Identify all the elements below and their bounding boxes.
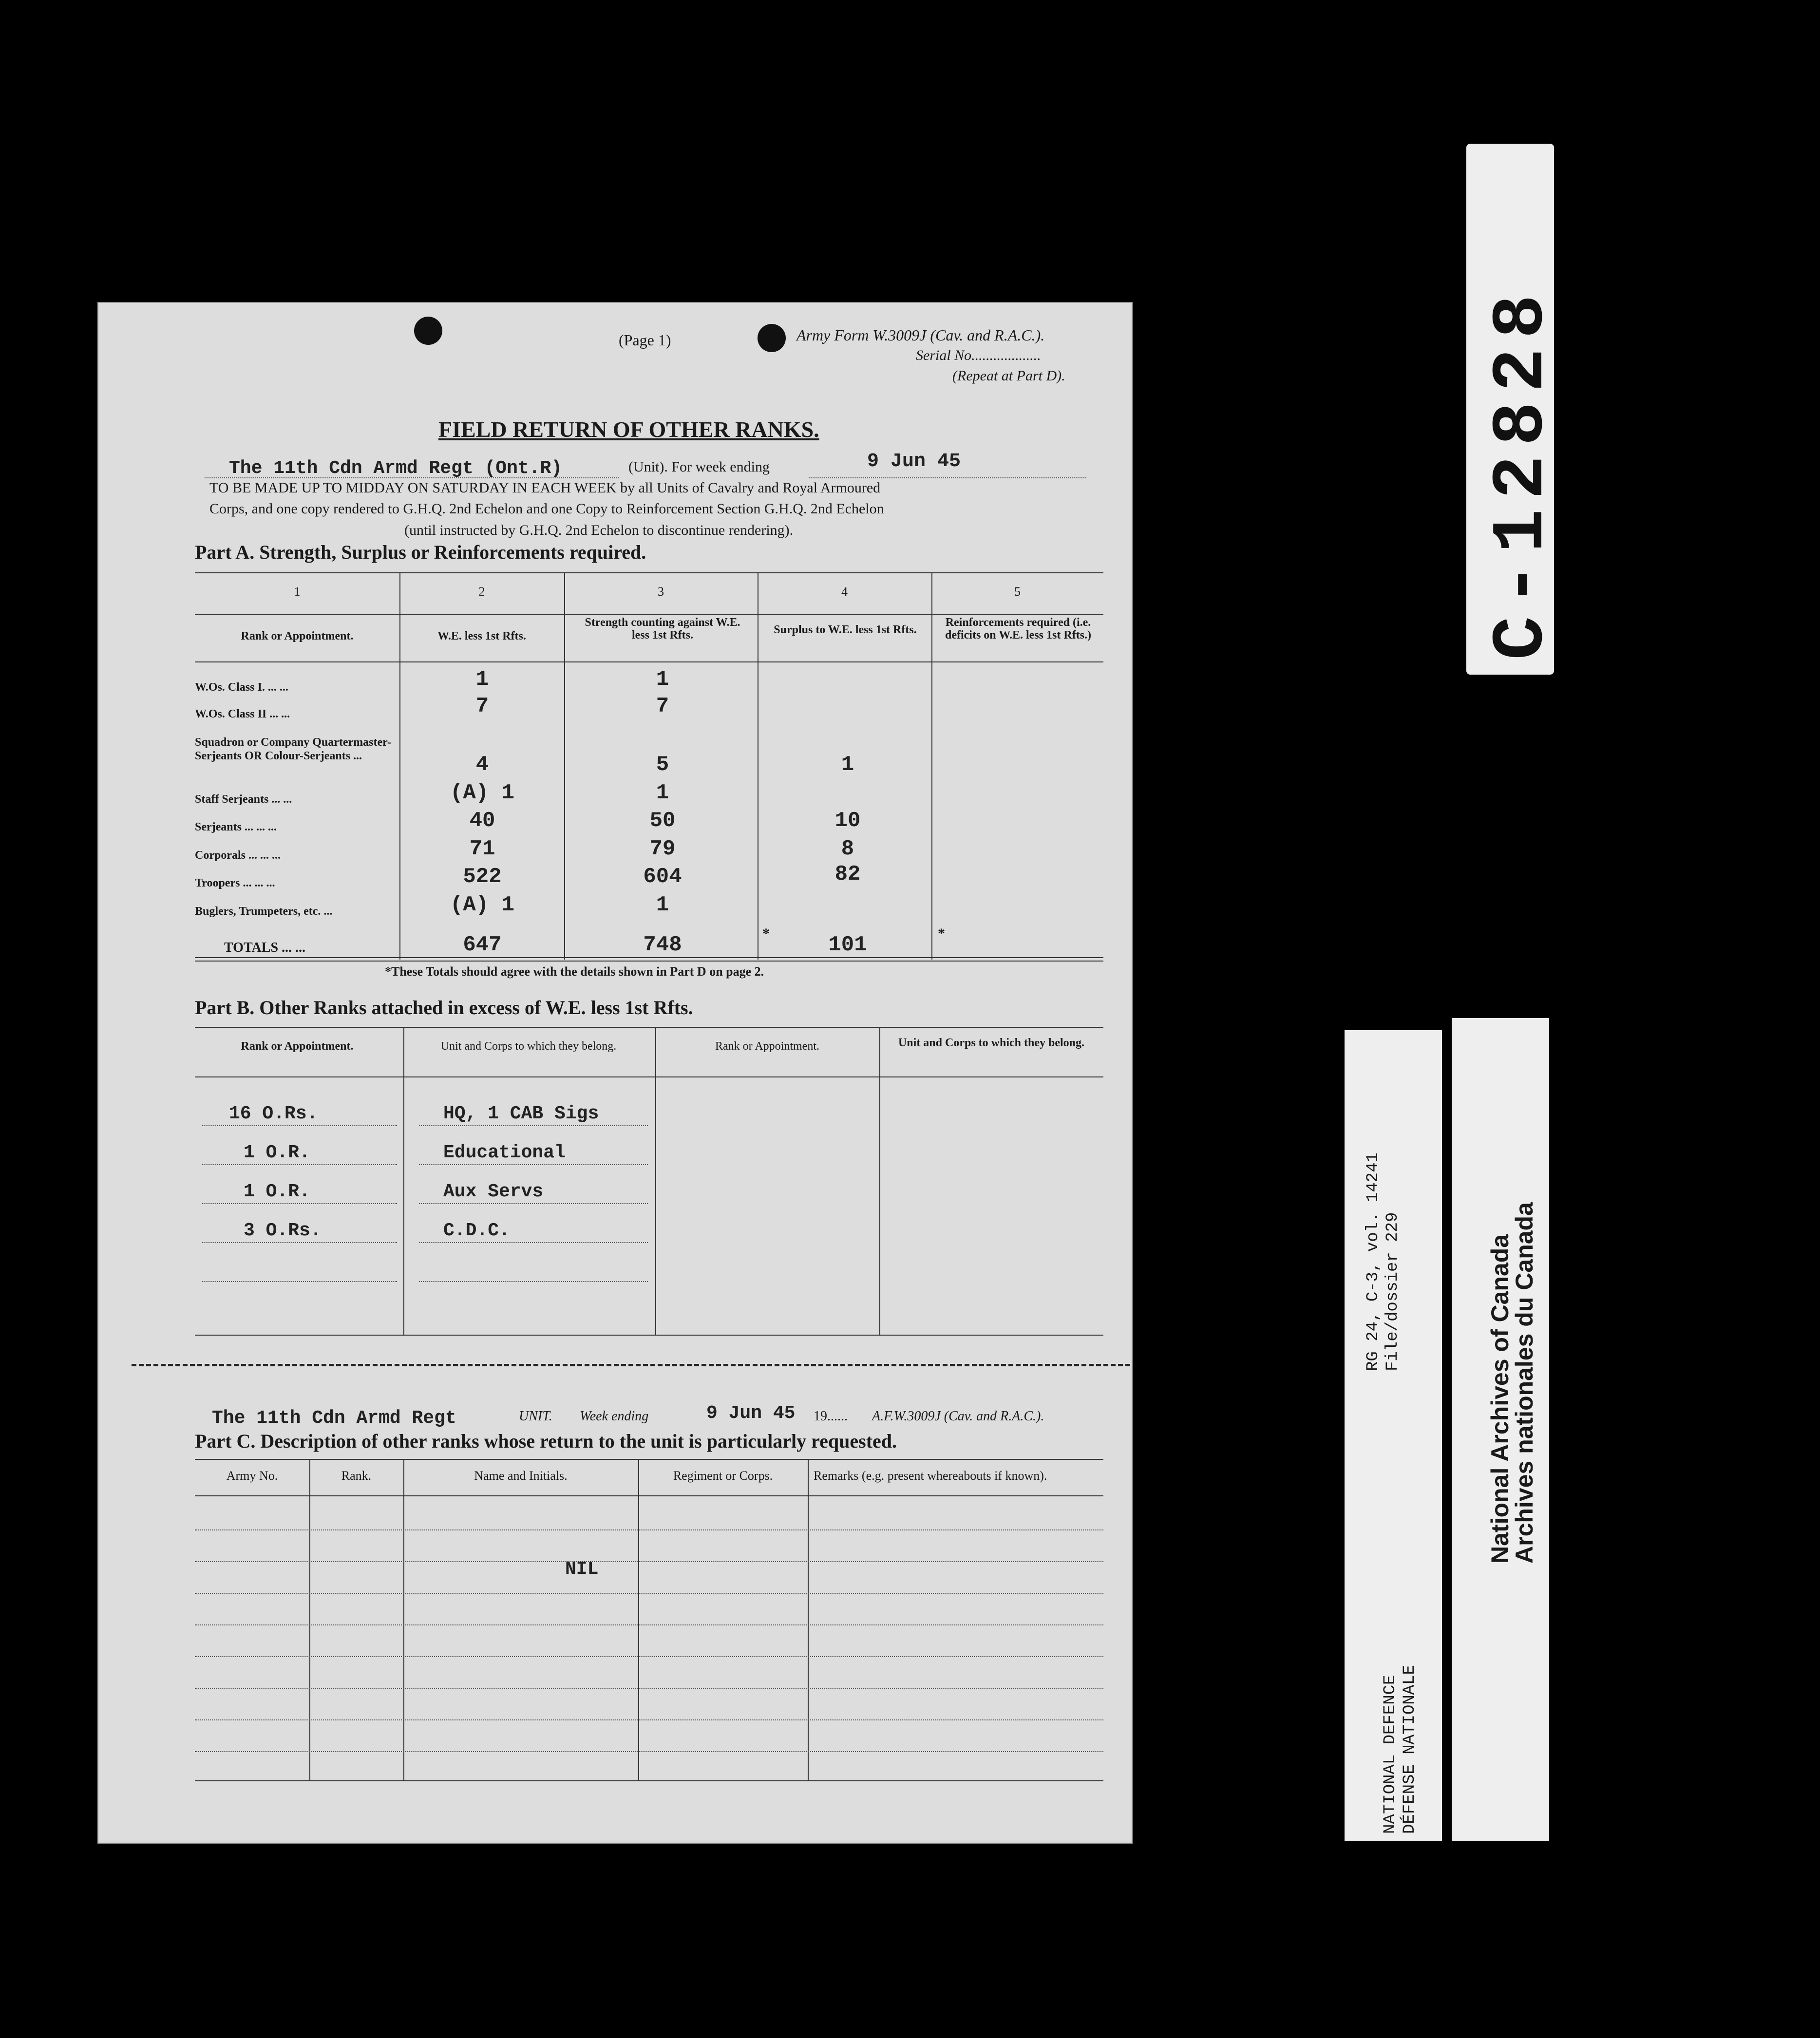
part-c-week-label: Week ending	[580, 1409, 649, 1424]
form-number: Army Form W.3009J (Cav. and R.A.C.).	[796, 326, 1045, 344]
attached-rank: 1 O.R.	[244, 1181, 310, 1202]
attached-unit: C.D.C.	[443, 1220, 510, 1241]
form-title: FIELD RETURN OF OTHER RANKS.	[438, 417, 819, 442]
asterisk: *	[762, 925, 770, 942]
col-number-1: 1	[294, 585, 301, 599]
col-number-2: 2	[478, 585, 485, 599]
form-sheet	[97, 302, 1133, 1844]
strength-value: 50	[649, 809, 676, 833]
rank-label: Corporals ... ... ...	[195, 849, 281, 862]
col-number-4: 4	[841, 585, 848, 599]
instructions-line-1: TO BE MADE UP TO MIDDAY ON SATURDAY IN EACH WEEK by all Units of Cavalry and Royal Armoured	[209, 480, 881, 496]
archive-reference-2: File/dossier 229	[1384, 1212, 1402, 1371]
instructions-line-2: Corps, and one copy rendered to G.H.Q. 2nd Echelon and one Copy to Reinforcement Section G.H.Q. 2nd Echelon	[209, 501, 884, 517]
asterisk: *	[938, 925, 945, 942]
rank-label: Troopers ... ... ...	[195, 877, 275, 889]
col-header-we: W.E. less 1st Rfts.	[437, 630, 526, 642]
part-b-col-rank-2: Rank or Appointment.	[715, 1040, 819, 1053]
attached-unit: HQ, 1 CAB Sigs	[443, 1103, 599, 1124]
serial-no: Serial No...................	[916, 347, 1041, 363]
strength-value: 1	[656, 893, 669, 917]
total-strength: 748	[643, 933, 682, 957]
we-value: (A) 1	[450, 781, 515, 805]
nil-entry: NIL	[565, 1559, 599, 1580]
archive-name-en: National Archives of Canada	[1486, 1234, 1514, 1564]
part-c-form: A.F.W.3009J (Cav. and R.A.C.).	[872, 1409, 1044, 1424]
archive-label	[1452, 1018, 1549, 1841]
strength-value: 7	[656, 694, 669, 718]
col-number-5: 5	[1014, 585, 1021, 599]
surplus-value: 10	[834, 809, 861, 833]
we-value: 71	[469, 837, 495, 861]
col-header-reinforcements: Reinforcements required (i.e. deficits on W.E. less 1st Rfts.)	[945, 616, 1091, 642]
part-b-col-unit-2: Unit and Corps to which they belong.	[898, 1037, 1085, 1049]
rank-label: Buglers, Trumpeters, etc. ...	[195, 905, 333, 918]
frame-number: C-12828	[1481, 284, 1564, 660]
part-a-title: Part A. Strength, Surplus or Reinforcements required.	[195, 541, 646, 563]
strength-value: 1	[656, 781, 669, 805]
surplus-value: 8	[841, 837, 854, 861]
surplus-value: 1	[841, 753, 854, 777]
rank-label: Serjeants ... ... ...	[195, 821, 277, 833]
punch-hole	[758, 324, 786, 352]
total-surplus: 101	[828, 933, 867, 957]
part-c-unit-label: UNIT.	[519, 1409, 552, 1424]
we-value: 1	[475, 667, 489, 692]
strength-value: 1	[656, 667, 669, 692]
rank-label: Squadron or Company Quartermaster-Serjeants OR Colour-Serjeants ...	[195, 736, 391, 762]
surplus-value: 82	[834, 862, 861, 887]
frame-number-label	[1466, 144, 1564, 675]
attached-rank: 1 O.R.	[244, 1142, 310, 1163]
rank-label: W.Os. Class II ... ...	[195, 708, 290, 720]
we-value: (A) 1	[450, 893, 515, 917]
part-b-col-rank: Rank or Appointment.	[241, 1040, 354, 1053]
we-value: 40	[469, 809, 495, 833]
strength-value: 79	[649, 837, 676, 861]
reference-label	[1345, 1030, 1442, 1841]
we-value: 522	[463, 865, 502, 889]
col-header-surplus: Surplus to W.E. less 1st Rfts.	[774, 623, 917, 636]
part-c-col-regiment: Regiment or Corps.	[673, 1469, 773, 1483]
attached-rank: 3 O.Rs.	[244, 1220, 322, 1241]
attached-unit: Educational	[443, 1142, 566, 1163]
part-c-col-name: Name and Initials.	[474, 1469, 568, 1483]
tear-line	[132, 1364, 1130, 1366]
week-ending: 9 Jun 45	[867, 451, 961, 472]
totals-label: TOTALS ... ...	[224, 940, 306, 955]
we-value: 7	[475, 694, 489, 718]
instructions-line-3: (until instructed by G.H.Q. 2nd Echelon to discontinue rendering).	[404, 522, 794, 538]
part-c-week-ending: 9 Jun 45	[706, 1403, 796, 1424]
part-c-col-army-no: Army No.	[226, 1469, 278, 1483]
we-value: 4	[475, 753, 489, 777]
archive-reference-1: RG 24, C-3, vol. 14241	[1364, 1152, 1383, 1371]
department-en: NATIONAL DEFENCE	[1381, 1675, 1400, 1834]
rank-label: W.Os. Class I. ... ...	[195, 681, 288, 694]
part-c-unit: The 11th Cdn Armd Regt	[212, 1408, 456, 1429]
attached-unit: Aux Servs	[443, 1181, 544, 1202]
department-fr: DÉFENSE NATIONALE	[1401, 1665, 1419, 1834]
part-c-title: Part C. Description of other ranks whose return to the unit is particularly requested.	[195, 1430, 897, 1452]
rank-label: Staff Serjeants ... ...	[195, 793, 292, 806]
part-b-col-unit: Unit and Corps to which they belong.	[440, 1040, 617, 1053]
punch-hole	[414, 317, 442, 345]
part-c-col-remarks: Remarks (e.g. present whereabouts if known).	[814, 1469, 1047, 1483]
col-number-3: 3	[658, 585, 664, 599]
part-b-title: Part B. Other Ranks attached in excess of W.E. less 1st Rfts.	[195, 997, 693, 1019]
col-header-rank: Rank or Appointment.	[241, 630, 354, 642]
attached-rank: 16 O.Rs.	[229, 1103, 318, 1124]
total-we: 647	[463, 933, 502, 957]
totals-footnote: *These Totals should agree with the details shown in Part D on page 2.	[385, 964, 764, 979]
part-c-year: 19......	[814, 1409, 848, 1424]
repeat-note: (Repeat at Part D).	[952, 368, 1065, 384]
unit-name: The 11th Cdn Armd Regt (Ont.R)	[229, 458, 563, 479]
col-header-strength: Strength counting against W.E. less 1st Rfts.	[585, 616, 740, 642]
archive-name-fr: Archives nationales du Canada	[1511, 1202, 1538, 1564]
strength-value: 604	[643, 865, 682, 889]
unit-label: (Unit). For week ending	[628, 459, 770, 475]
strength-value: 5	[656, 753, 669, 777]
page-number: (Page 1)	[619, 331, 671, 349]
part-c-col-rank: Rank.	[341, 1469, 372, 1483]
